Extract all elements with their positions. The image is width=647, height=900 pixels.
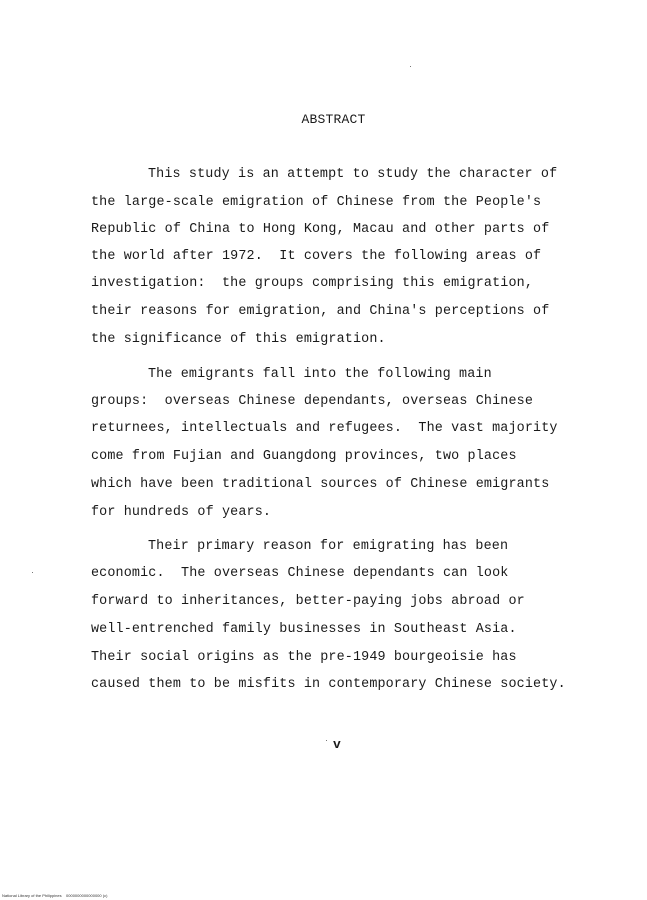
paragraph-3-line-1: Their primary reason for emigrating has been (148, 539, 509, 554)
scan-speck (410, 66, 411, 67)
paragraph-2-line-2: groups: overseas Chinese dependants, overseas Chinese (91, 394, 534, 409)
scan-footer: National Library of the Philippines 0000000000000000 (c) (2, 893, 108, 898)
paragraph-1-line-3: Republic of China to Hong Kong, Macau and other parts of (91, 222, 550, 237)
paragraph-1-line-5: investigation: the groups comprising this emigration, (91, 276, 534, 291)
paragraph-2-line-1: The emigrants fall into the following main (148, 367, 492, 382)
paragraph-3-line-6: caused them to be misfits in contemporary Chinese society. (91, 677, 566, 692)
paragraph-2-line-6: for hundreds of years. (91, 505, 272, 520)
paragraph-2-line-4: come from Fujian and Guangdong provinces, two places (91, 449, 517, 464)
scan-speck (326, 740, 327, 741)
abstract-heading: ABSTRACT (301, 112, 366, 127)
paragraph-3-line-2: economic. The overseas Chinese dependants can look (91, 566, 509, 581)
paragraph-1-line-2: the large-scale emigration of Chinese from the People's (91, 195, 542, 210)
paragraph-1-line-7: the significance of this emigration. (91, 332, 386, 347)
paragraph-3-line-4: well-entrenched family businesses in Southeast Asia. (91, 622, 517, 637)
paragraph-3-line-3: forward to inheritances, better-paying jobs abroad or (91, 594, 525, 609)
paragraph-1-line-4: the world after 1972. It covers the following areas of (91, 249, 542, 264)
paragraph-3-line-5: Their social origins as the pre-1949 bourgeoisie has (91, 650, 517, 665)
paragraph-1-line-1: This study is an attempt to study the character of (148, 167, 558, 182)
page-number: v (333, 737, 341, 752)
paragraph-2-line-5: which have been traditional sources of Chinese emigrants (91, 477, 550, 492)
paragraph-2-line-3: returnees, intellectuals and refugees. The vast majority (91, 421, 558, 436)
scan-speck (32, 572, 33, 573)
paragraph-1-line-6: their reasons for emigration, and China's perceptions of (91, 304, 550, 319)
